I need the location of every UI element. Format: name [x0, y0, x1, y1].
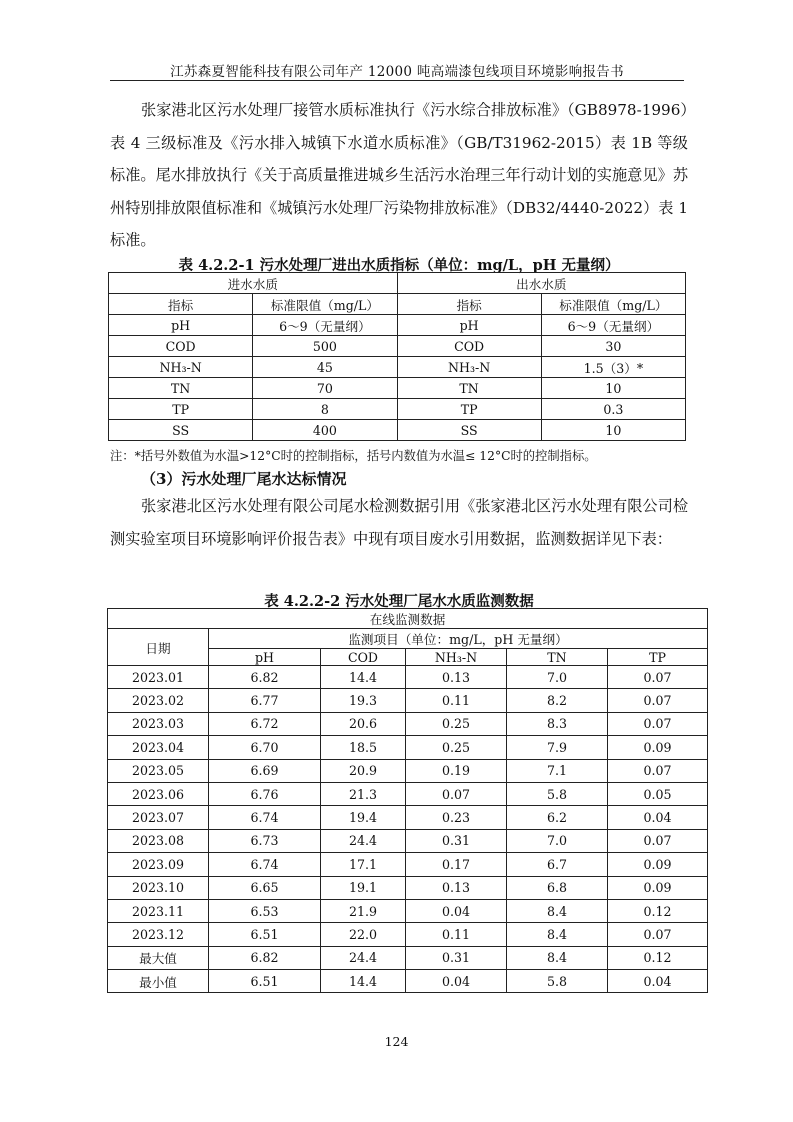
- table-row: [109, 378, 686, 399]
- cell-tp: 0.07: [608, 666, 708, 689]
- cell-nh3n: 0.19: [406, 759, 507, 782]
- cell-ph: 6.74: [209, 853, 321, 876]
- cell-tn: 7.1: [507, 759, 608, 782]
- cell-out-limit: 30: [541, 336, 685, 357]
- cell-tn: 8.4: [507, 946, 608, 969]
- col-header-indicator: 指标: [109, 294, 253, 315]
- cell-tn: 7.0: [507, 666, 608, 689]
- cell-in-limit: 45: [253, 357, 397, 378]
- table-row-max: [108, 946, 708, 969]
- cell-nh3n: 0.11: [406, 923, 507, 946]
- col-header-limit: 标准限值（mg/L）: [541, 294, 685, 315]
- cell-out-indicator: NH₃-N: [397, 357, 541, 378]
- cell-date: 2023.01: [108, 666, 209, 689]
- section-paragraph: 张家港北区污水处理有限公司尾水检测数据引用《张家港北区污水处理有限公司检测实验室项目环境影响评价报告表》中现有项目废水引用数据，监测数据详见下表：: [110, 497, 688, 548]
- intro-paragraph: 张家港北区污水处理厂接管水质标准执行《污水综合排放标准》（GB8978-1996）表 4 三级标准及《污水排入城镇下水道水质标准》（GB/T31962-2015）表 1B 等级标准。尾水排放执行《关于高质量推进城乡生活污水治理三年行动计划的实施意见》苏州特别排放限值标准和《城镇污水处理厂污染物排放标准》（DB32/4440-2022）表 1 标准。: [110, 101, 688, 249]
- cell-ph: 6.70: [209, 736, 321, 759]
- cell-ph: 6.76: [209, 782, 321, 805]
- table1-caption: 表 4.2.2-1 污水处理厂进出水质指标（单位：mg/L，pH 无量纲）: [178, 257, 620, 274]
- cell-cod: 20.9: [321, 759, 406, 782]
- cell-tp: 0.12: [608, 946, 708, 969]
- cell-tn: 6.7: [507, 853, 608, 876]
- page-number: 124: [384, 1034, 409, 1049]
- cell-tn: 6.8: [507, 876, 608, 899]
- table-row: [108, 689, 708, 712]
- cell-tp: 0.09: [608, 736, 708, 759]
- cell-cod: 14.4: [321, 970, 406, 993]
- cell-nh3n: 0.07: [406, 782, 507, 805]
- cell-nh3n: 0.25: [406, 736, 507, 759]
- cell-cod: 19.1: [321, 876, 406, 899]
- group-header-effluent: 出水水质: [397, 273, 686, 294]
- section-heading: （3）污水处理厂尾水达标情况: [141, 470, 347, 488]
- cell-date: 2023.06: [108, 782, 209, 805]
- cell-tp: 0.07: [608, 689, 708, 712]
- col-header-nh3n: NH₃-N: [406, 649, 507, 666]
- date-header: 日期: [108, 629, 209, 666]
- cell-in-limit: 6～9（无量纲）: [253, 315, 397, 336]
- col-header-ph: pH: [209, 649, 321, 666]
- cell-ph: 6.82: [209, 666, 321, 689]
- cell-ph: 6.73: [209, 829, 321, 852]
- cell-out-indicator: TN: [397, 378, 541, 399]
- cell-nh3n: 0.31: [406, 946, 507, 969]
- cell-date: 2023.03: [108, 712, 209, 735]
- cell-tp: 0.07: [608, 759, 708, 782]
- cell-tn: 6.2: [507, 806, 608, 829]
- cell-out-limit: 6～9（无量纲）: [541, 315, 685, 336]
- cell-out-indicator: TP: [397, 399, 541, 420]
- cell-cod: 19.3: [321, 689, 406, 712]
- cell-tn: 5.8: [507, 970, 608, 993]
- cell-cod: 21.3: [321, 782, 406, 805]
- cell-ph: 6.51: [209, 970, 321, 993]
- cell-in-limit: 8: [253, 399, 397, 420]
- cell-cod: 14.4: [321, 666, 406, 689]
- table-row: [109, 315, 686, 336]
- table-row-min: [108, 970, 708, 993]
- table-row: [108, 806, 708, 829]
- cell-in-indicator: TP: [109, 399, 253, 420]
- col-header-tp: TP: [608, 649, 708, 666]
- cell-date: 2023.10: [108, 876, 209, 899]
- cell-ph: 6.72: [209, 712, 321, 735]
- cell-date: 2023.07: [108, 806, 209, 829]
- cell-out-indicator: pH: [397, 315, 541, 336]
- cell-out-limit: 0.3: [541, 399, 685, 420]
- table-row: [108, 736, 708, 759]
- cell-out-limit: 10: [541, 378, 685, 399]
- group-header-influent: 进水水质: [109, 273, 398, 294]
- cell-nh3n: 0.13: [406, 876, 507, 899]
- cell-ph: 6.53: [209, 899, 321, 922]
- table-row: [108, 759, 708, 782]
- cell-in-indicator: TN: [109, 378, 253, 399]
- cell-cod: 19.4: [321, 806, 406, 829]
- cell-date: 2023.12: [108, 923, 209, 946]
- cell-in-indicator: SS: [109, 420, 253, 441]
- cell-out-limit: 10: [541, 420, 685, 441]
- cell-date: 2023.08: [108, 829, 209, 852]
- cell-tp: 0.09: [608, 853, 708, 876]
- cell-tp: 0.07: [608, 712, 708, 735]
- header-rule: [110, 80, 684, 81]
- cell-cod: 21.9: [321, 899, 406, 922]
- cell-nh3n: 0.23: [406, 806, 507, 829]
- cell-tn: 8.2: [507, 689, 608, 712]
- cell-tn: 8.4: [507, 923, 608, 946]
- cell-nh3n: 0.17: [406, 853, 507, 876]
- cell-cod: 24.4: [321, 946, 406, 969]
- cell-nh3n: 0.25: [406, 712, 507, 735]
- cell-date: 2023.05: [108, 759, 209, 782]
- running-header: 江苏森夏智能科技有限公司年产 12000 吨高端漆包线项目环境影响报告书: [170, 64, 624, 80]
- cell-cod: 22.0: [321, 923, 406, 946]
- cell-tp: 0.04: [608, 806, 708, 829]
- table-row: [108, 876, 708, 899]
- table-row: [108, 853, 708, 876]
- cell-cod: 20.6: [321, 712, 406, 735]
- cell-tn: 5.8: [507, 782, 608, 805]
- cell-tn: 7.0: [507, 829, 608, 852]
- cell-in-limit: 500: [253, 336, 397, 357]
- cell-nh3n: 0.31: [406, 829, 507, 852]
- table-row: [108, 923, 708, 946]
- cell-ph: 6.82: [209, 946, 321, 969]
- cell-in-indicator: COD: [109, 336, 253, 357]
- cell-cod: 18.5: [321, 736, 406, 759]
- cell-tp: 0.07: [608, 923, 708, 946]
- cell-tp: 0.04: [608, 970, 708, 993]
- cell-date: 最小值: [108, 970, 209, 993]
- col-header-limit: 标准限值（mg/L）: [253, 294, 397, 315]
- table-row: [108, 782, 708, 805]
- table-row: [108, 712, 708, 735]
- cell-tp: 0.07: [608, 829, 708, 852]
- cell-date: 2023.09: [108, 853, 209, 876]
- cell-date: 2023.02: [108, 689, 209, 712]
- cell-nh3n: 0.04: [406, 970, 507, 993]
- cell-tn: 7.9: [507, 736, 608, 759]
- cell-date: 2023.04: [108, 736, 209, 759]
- cell-tn: 8.4: [507, 899, 608, 922]
- cell-ph: 6.74: [209, 806, 321, 829]
- effluent-monitoring-table: [107, 608, 708, 993]
- cell-tn: 8.3: [507, 712, 608, 735]
- cell-nh3n: 0.04: [406, 899, 507, 922]
- online-monitoring-header: 在线监测数据: [108, 609, 708, 629]
- cell-ph: 6.51: [209, 923, 321, 946]
- cell-out-indicator: COD: [397, 336, 541, 357]
- cell-out-indicator: SS: [397, 420, 541, 441]
- cell-ph: 6.65: [209, 876, 321, 899]
- col-header-cod: COD: [321, 649, 406, 666]
- monitoring-items-header: 监测项目（单位：mg/L，pH 无量纲）: [209, 629, 708, 649]
- table-row: [109, 420, 686, 441]
- cell-nh3n: 0.11: [406, 689, 507, 712]
- cell-date: 最大值: [108, 946, 209, 969]
- col-header-indicator: 指标: [397, 294, 541, 315]
- cell-tp: 0.12: [608, 899, 708, 922]
- cell-in-limit: 70: [253, 378, 397, 399]
- cell-in-indicator: pH: [109, 315, 253, 336]
- cell-out-limit: 1.5（3）*: [541, 357, 685, 378]
- cell-date: 2023.11: [108, 899, 209, 922]
- cell-ph: 6.69: [209, 759, 321, 782]
- table1-note: 注：*括号外数值为水温>12°C时的控制指标，括号内数值为水温≤ 12°C时的控制指标。: [110, 449, 597, 463]
- table2-caption: 表 4.2.2-2 污水处理厂尾水水质监测数据: [264, 593, 534, 610]
- cell-ph: 6.77: [209, 689, 321, 712]
- table-row: [109, 399, 686, 420]
- table-row: [108, 666, 708, 689]
- cell-tp: 0.05: [608, 782, 708, 805]
- col-header-tn: TN: [507, 649, 608, 666]
- cell-cod: 17.1: [321, 853, 406, 876]
- table-row: [109, 357, 686, 378]
- cell-tp: 0.09: [608, 876, 708, 899]
- cell-nh3n: 0.13: [406, 666, 507, 689]
- influent-effluent-standards-table: [108, 272, 686, 441]
- table-row: [109, 336, 686, 357]
- cell-in-limit: 400: [253, 420, 397, 441]
- table-row: [108, 899, 708, 922]
- cell-in-indicator: NH₃-N: [109, 357, 253, 378]
- cell-cod: 24.4: [321, 829, 406, 852]
- table-row: [108, 829, 708, 852]
